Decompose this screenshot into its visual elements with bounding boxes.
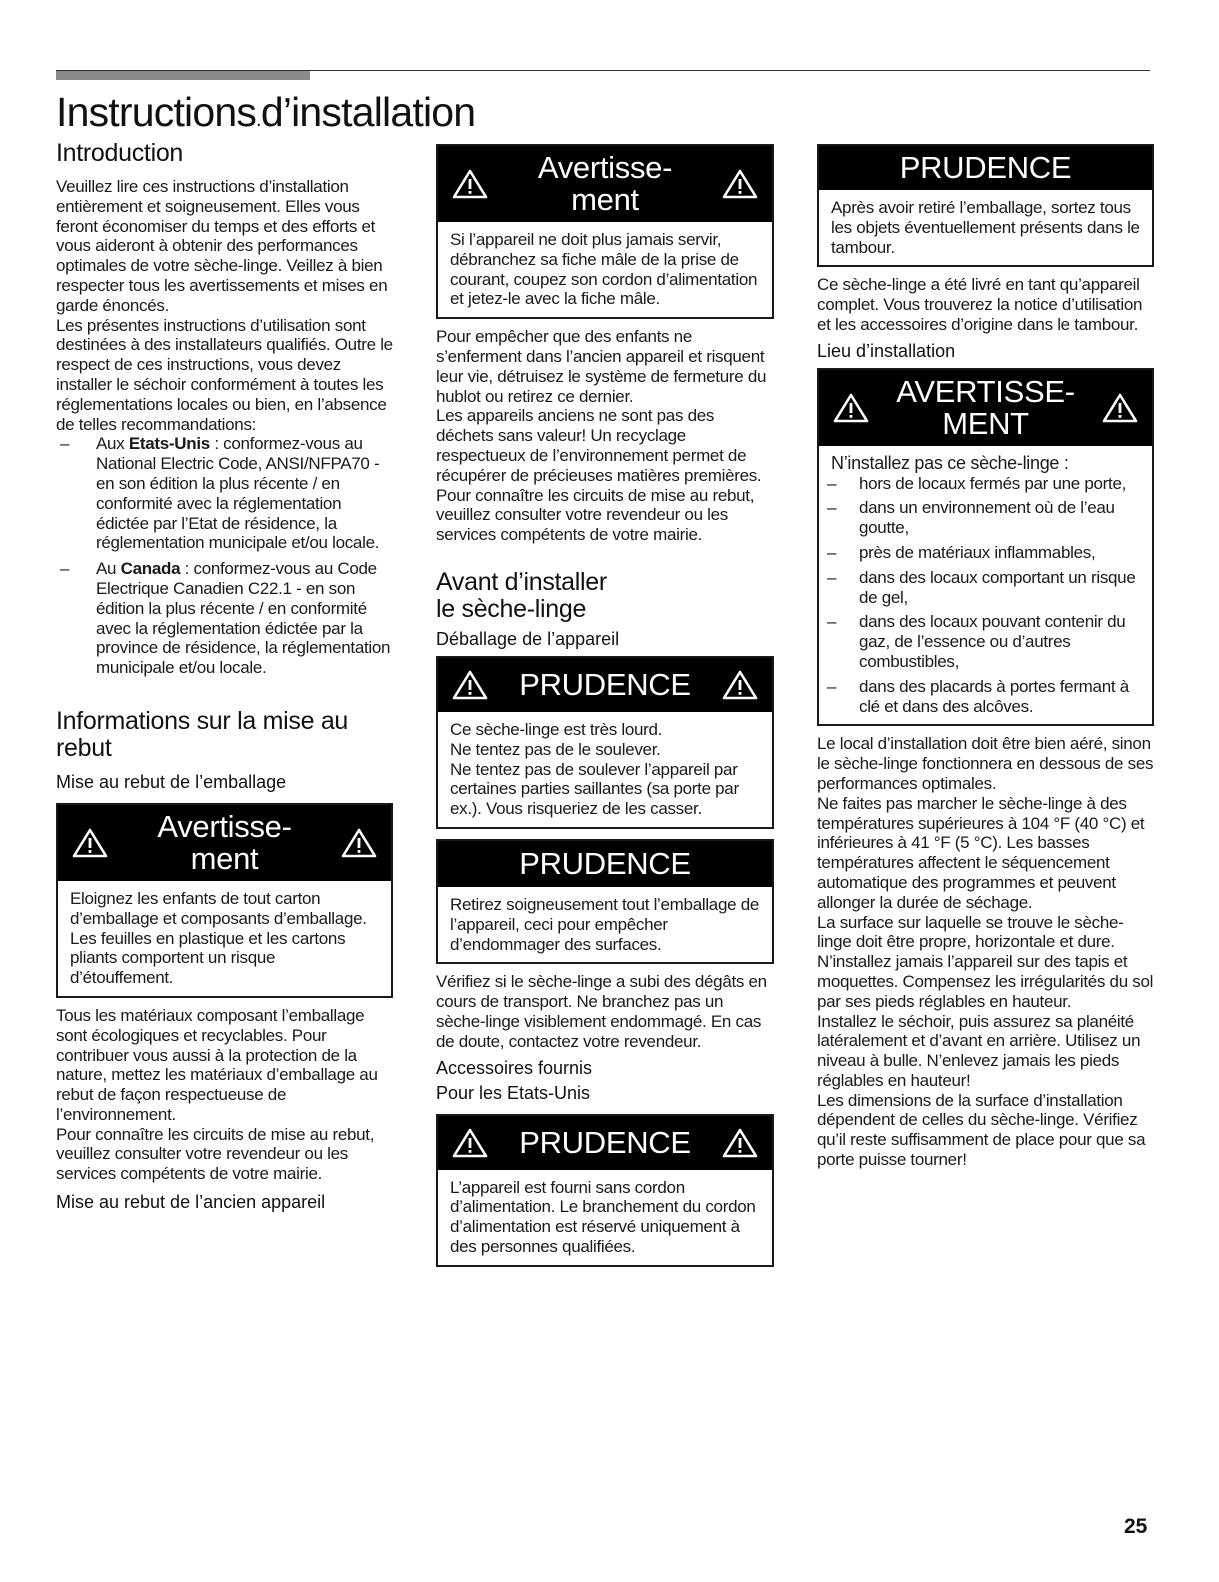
list-item: – dans des placards à portes fermant à clé et dans des alcôves. (831, 677, 1140, 717)
caution-box-heavy (436, 656, 774, 829)
warning-triangle-icon (452, 1127, 488, 1159)
caution-box-power-cord (436, 1114, 774, 1267)
warning-text: Eloignez les enfants de tout carton d’emballage et composants d’emballage. Les feuilles en plastique et les cartons pliants comportent un risque d’étouffement. (70, 888, 367, 988)
caution-body (819, 190, 1152, 265)
warning-header (58, 805, 391, 881)
location-paragraph-1: Le local d’installation doit être bien aéré, sinon le sèche-linge fonctionnera en dessous de ses performances optimales. (817, 734, 1154, 793)
warning-triangle-icon (72, 827, 108, 859)
list-item: – dans des locaux pouvant contenir du gaz, de l’essence ou d’autres combustibles, (831, 612, 1140, 671)
column-left (56, 140, 393, 1217)
accessories-heading: Accessoires fournis (436, 1057, 593, 1078)
check-damage-paragraph: Vérifiez si le sèche-linge a subi des dégâts en cours de transport. Ne branchez pas un sèche-linge visiblement endommagé. En cas de doute, contactez votre revendeur. (436, 972, 767, 1051)
location-paragraph-4: Installez le séchoir, puis assurez sa planéité latéralement et d’avant en arrière. Utilisez un niveau à bulle. N’enlevez jamais les pieds réglables en hauteur! (817, 1011, 1141, 1090)
caution-body (438, 887, 772, 962)
column-right (817, 144, 1154, 1170)
caution-box-drum (817, 144, 1154, 267)
list-item: – près de matériaux inflammables, (831, 543, 1140, 563)
page-title-dot: . (256, 109, 261, 131)
disposal-heading: Informations sur la mise au rebut (56, 706, 349, 762)
caution-text: Après avoir retiré l’emballage, sortez tous les objets éventuellement présents dans le tambour. (831, 198, 1140, 257)
warning-body (58, 881, 391, 996)
us-prefix: Aux (96, 434, 129, 454)
delivered-paragraph: Ce sèche-linge a été livré en tant qu’appareil complet. Vous trouverez la notice d’utilisation et les accessoires d’origine dans le tambour. (817, 275, 1143, 334)
packaging-paragraph-1: Tous les matériaux composant l’emballage sont écologiques et recyclables. Pour contribuer vous aussi à la protection de la nature, mettez les matériaux d’emballage au rebut de façon respectueuse de l’environnement. (56, 1005, 378, 1124)
warning-title-line1: Avertisse- (537, 150, 673, 185)
list-item-us (56, 434, 393, 553)
warning-title-line1: AVERTISSE- (896, 373, 1075, 409)
warning-title-line2: ment (190, 840, 259, 876)
old-paragraph-3: Pour connaître les circuits de mise au rebut, veuillez consulter votre revendeur ou les services compétents de votre mairie. (436, 485, 755, 545)
packaging-paragraph-2: Pour connaître les circuits de mise au rebut, veuillez consulter votre revendeur ou les services compétents de votre mairie. (56, 1124, 375, 1184)
warning-intro: N’installez pas ce sèche-linge : (831, 452, 1069, 473)
caution-text-line3: Ne tentez pas de soulever l’appareil par certaines parties saillantes (sa porte par ex.). Vous risqueriez de les casser. (450, 759, 739, 819)
warning-title-line2: MENT (942, 405, 1029, 441)
warning-title (488, 152, 722, 216)
caution-header (438, 841, 772, 887)
warning-triangle-icon (1102, 392, 1138, 424)
list-item: – dans des locaux comportant un risque de gel, (831, 568, 1140, 608)
us-text: : conformez-vous au National Electric Code, ANSI/NFPA70 - en son édition la plus récente / en conformité avec la réglementation édictée par l’Etat de résidence, la réglementation municipale et/ou locale. (96, 434, 380, 553)
warning-body (819, 446, 1152, 725)
caution-box-packaging-removal (436, 839, 774, 964)
location-heading: Lieu d’installation (817, 340, 956, 361)
caution-text-line1: Ce sèche-linge est très lourd. (450, 719, 663, 739)
caution-header (438, 1116, 772, 1170)
warning-triangle-icon (722, 669, 758, 701)
caution-text-line2: Ne tentez pas de le soulever. (450, 739, 661, 759)
caution-header (438, 658, 772, 712)
warning-triangle-icon (341, 827, 377, 859)
list-item: – hors de locaux fermés par une porte, (831, 474, 1140, 494)
before-heading-line2: le sèche-linge (436, 594, 587, 623)
old-paragraph-2: Les appareils anciens ne sont pas des déchets sans valeur! Un recyclage respectueux de l’environnement permet de récupérer de précieuses matières premières. (436, 406, 762, 485)
warning-box-old-appliance (436, 144, 774, 319)
ca-text: : conformez-vous au Code Electrique Canadien C22.1 - en son édition la plus récente / en conformité avec la réglementation édictée par la province de résidence, la réglementation municipale et/ou locale. (96, 559, 391, 678)
warning-triangle-icon (722, 168, 758, 200)
location-paragraph-3: La surface sur laquelle se trouve le sèche-linge doit être propre, horizontale et dure. N’installez jamais l’appareil sur des tapis et moquettes. Compensez les irrégularités du sol par ses pieds réglables en hauteur. (817, 912, 1154, 1011)
warning-triangle-icon (833, 392, 869, 424)
warning-triangle-icon (452, 669, 488, 701)
unpacking-heading: Déballage de l’appareil (436, 628, 620, 649)
page-title-part1: Instructions (56, 89, 257, 135)
header-accent-bar (56, 71, 310, 80)
column-middle (436, 144, 774, 1267)
warning-box-packaging (56, 803, 393, 998)
caution-body (438, 712, 772, 827)
page-title-part2: d’installation (260, 89, 476, 135)
warning-header (819, 370, 1152, 446)
caution-title: PRUDENCE (899, 150, 1072, 185)
warning-title-line2: ment (571, 182, 639, 217)
location-paragraph-2: Ne faites pas marcher le sèche-linge à des températures supérieures à 104 °F (40 °C) et inférieures à 41 °F (5 °C). Les basses températures affectent le séquencement automatique des programmes et peuvent allonger la durée de séchage. (817, 793, 1145, 912)
old-paragraph-1: Pour empêcher que des enfants ne s’enferment dans l’ancien appareil et risquent leur vie, détruisez le système de fermeture du hublot ou retirez ce dernier. (436, 327, 767, 406)
warning-triangle-icon (722, 1127, 758, 1159)
intro-heading: Introduction (56, 139, 184, 167)
warning-triangle-icon (452, 168, 488, 200)
location-paragraph-5: Les dimensions de la surface d’installation dépendent de celles du sèche-linge. Vérifiez qu’il reste suffisamment de place pour que sa porte puisse tourner! (817, 1090, 1146, 1170)
intro-paragraph-1: Veuillez lire ces instructions d’installation entièrement et soigneusement. Elles vous feront économiser du temps et des efforts et vous aideront à obtenir des performances optimales de votre sèche-linge. Veillez à bien respecter tous les avertissements et mises en garde énoncés. (56, 177, 388, 315)
caution-text: L’appareil est fourni sans cordon d’alimentation. Le branchement du cordon d’alimentation est réservé uniquement à des personnes qualifiées. (450, 1177, 756, 1256)
us-accessories-heading: Pour les Etats-Unis (436, 1082, 591, 1103)
caution-header (819, 146, 1152, 190)
caution-title: PRUDENCE (519, 845, 691, 881)
packaging-heading: Mise au rebut de l’emballage (56, 771, 287, 792)
warning-header (438, 146, 772, 222)
old-appliance-heading: Mise au rebut de l’ancien appareil (56, 1192, 326, 1213)
regulation-list (56, 434, 393, 678)
caution-title: PRUDENCE (519, 666, 691, 702)
ca-prefix: Au (96, 559, 121, 579)
caution-title: PRUDENCE (519, 1124, 691, 1160)
intro-paragraph-2: Les présentes instructions d’utilisation sont destinées à des installateurs qualifiés. Outre le respect de ces instructions, vous devez installer le séchoir conformément à toutes les réglementations locales ou bien, en l’absence de telles recommandations: (56, 315, 393, 434)
caution-text: Retirez soigneusement tout l’emballage de l’appareil, ceci pour empêcher d’endommager des surfaces. (450, 894, 759, 954)
list-item: – dans un environnement où de l’eau goutte, (831, 498, 1140, 538)
warning-title (108, 808, 341, 876)
location-restrictions-list (831, 474, 1140, 717)
before-install-heading (436, 569, 774, 623)
page-number: 25 (1124, 1515, 1148, 1538)
warning-text: Si l’appareil ne doit plus jamais servir, débranchez sa fiche mâle de la prise de courant, coupez son cordon d’alimentation et jetez-le avec la fiche mâle. (450, 230, 758, 309)
ca-bold: Canada (120, 559, 181, 579)
page-title (56, 88, 475, 144)
us-bold: Etats-Unis (128, 434, 210, 454)
caution-body (438, 1170, 772, 1265)
warning-title-line1: Avertisse- (157, 808, 292, 844)
warning-body (438, 222, 772, 317)
before-heading-line1: Avant d’installer (436, 567, 607, 596)
warning-box-location (817, 368, 1154, 727)
warning-title (869, 373, 1102, 441)
list-item-canada (56, 559, 393, 678)
